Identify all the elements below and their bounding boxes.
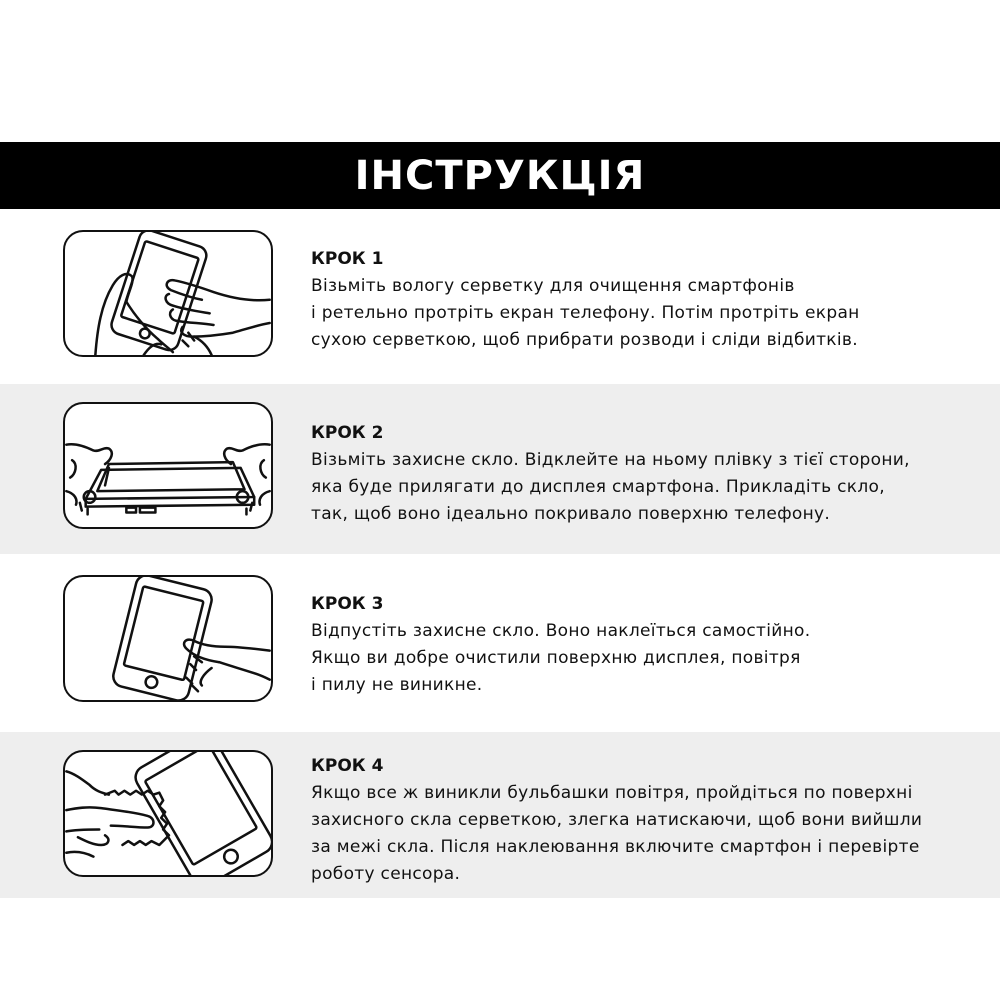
- step-1-text: [311, 246, 971, 354]
- step-2-label: КРОК 2: [311, 423, 384, 443]
- step-2-line: так, щоб воно ідеально покривало поверхню телефону.: [311, 504, 831, 524]
- step-4-line: Якщо все ж виникли бульбашки повітря, пройдіться по поверхні: [311, 783, 913, 803]
- step-1-line: Візьміть вологу серветку для очищення смартфонів: [311, 276, 795, 296]
- step-3: [0, 554, 1000, 732]
- step-3-text: [311, 591, 971, 699]
- step-2-line: Візьміть захисне скло. Відклейте на ньому плівку з тієї сторони,: [311, 450, 910, 470]
- page-title: ІНСТРУКЦІЯ: [354, 152, 646, 199]
- step-1-description: [311, 273, 971, 354]
- step-1-line: і ретельно протріть екран телефону. Потім протріть екран: [311, 303, 860, 323]
- step-4-label: КРОК 4: [311, 756, 384, 776]
- release-glass-illustration: [63, 575, 273, 702]
- step-2: [0, 384, 1000, 554]
- step-1: [0, 212, 1000, 384]
- step-4-line: захисного скла серветкою, злегка натискаючи, щоб вони вийшли: [311, 810, 923, 830]
- step-3-line: Якщо ви добре очистили поверхню дисплея, повітря: [311, 648, 801, 668]
- step-3-description: [311, 618, 971, 699]
- step-1-line: сухою серветкою, щоб прибрати розводи і сліди відбитків.: [311, 330, 858, 350]
- step-1-label: КРОК 1: [311, 249, 384, 269]
- apply-glass-illustration: [63, 402, 273, 529]
- wipe-screen-illustration: [63, 230, 273, 357]
- step-3-line: Відпустіть захисне скло. Воно наклеїться самостійно.: [311, 621, 811, 641]
- step-3-line: і пилу не виникне.: [311, 675, 483, 695]
- remove-bubbles-illustration: [63, 750, 273, 877]
- step-4: [0, 732, 1000, 898]
- step-4-line: роботу сенсора.: [311, 864, 461, 884]
- step-2-text: [311, 420, 971, 528]
- title-bar: [0, 142, 1000, 209]
- step-2-line: яка буде прилягати до дисплея смартфона. Прикладіть скло,: [311, 477, 885, 497]
- step-2-description: [311, 447, 971, 528]
- step-4-text: [311, 753, 971, 888]
- step-4-line: за межі скла. Після наклеювання включите смартфон і перевірте: [311, 837, 920, 857]
- step-4-description: [311, 780, 971, 888]
- step-3-label: КРОК 3: [311, 594, 384, 614]
